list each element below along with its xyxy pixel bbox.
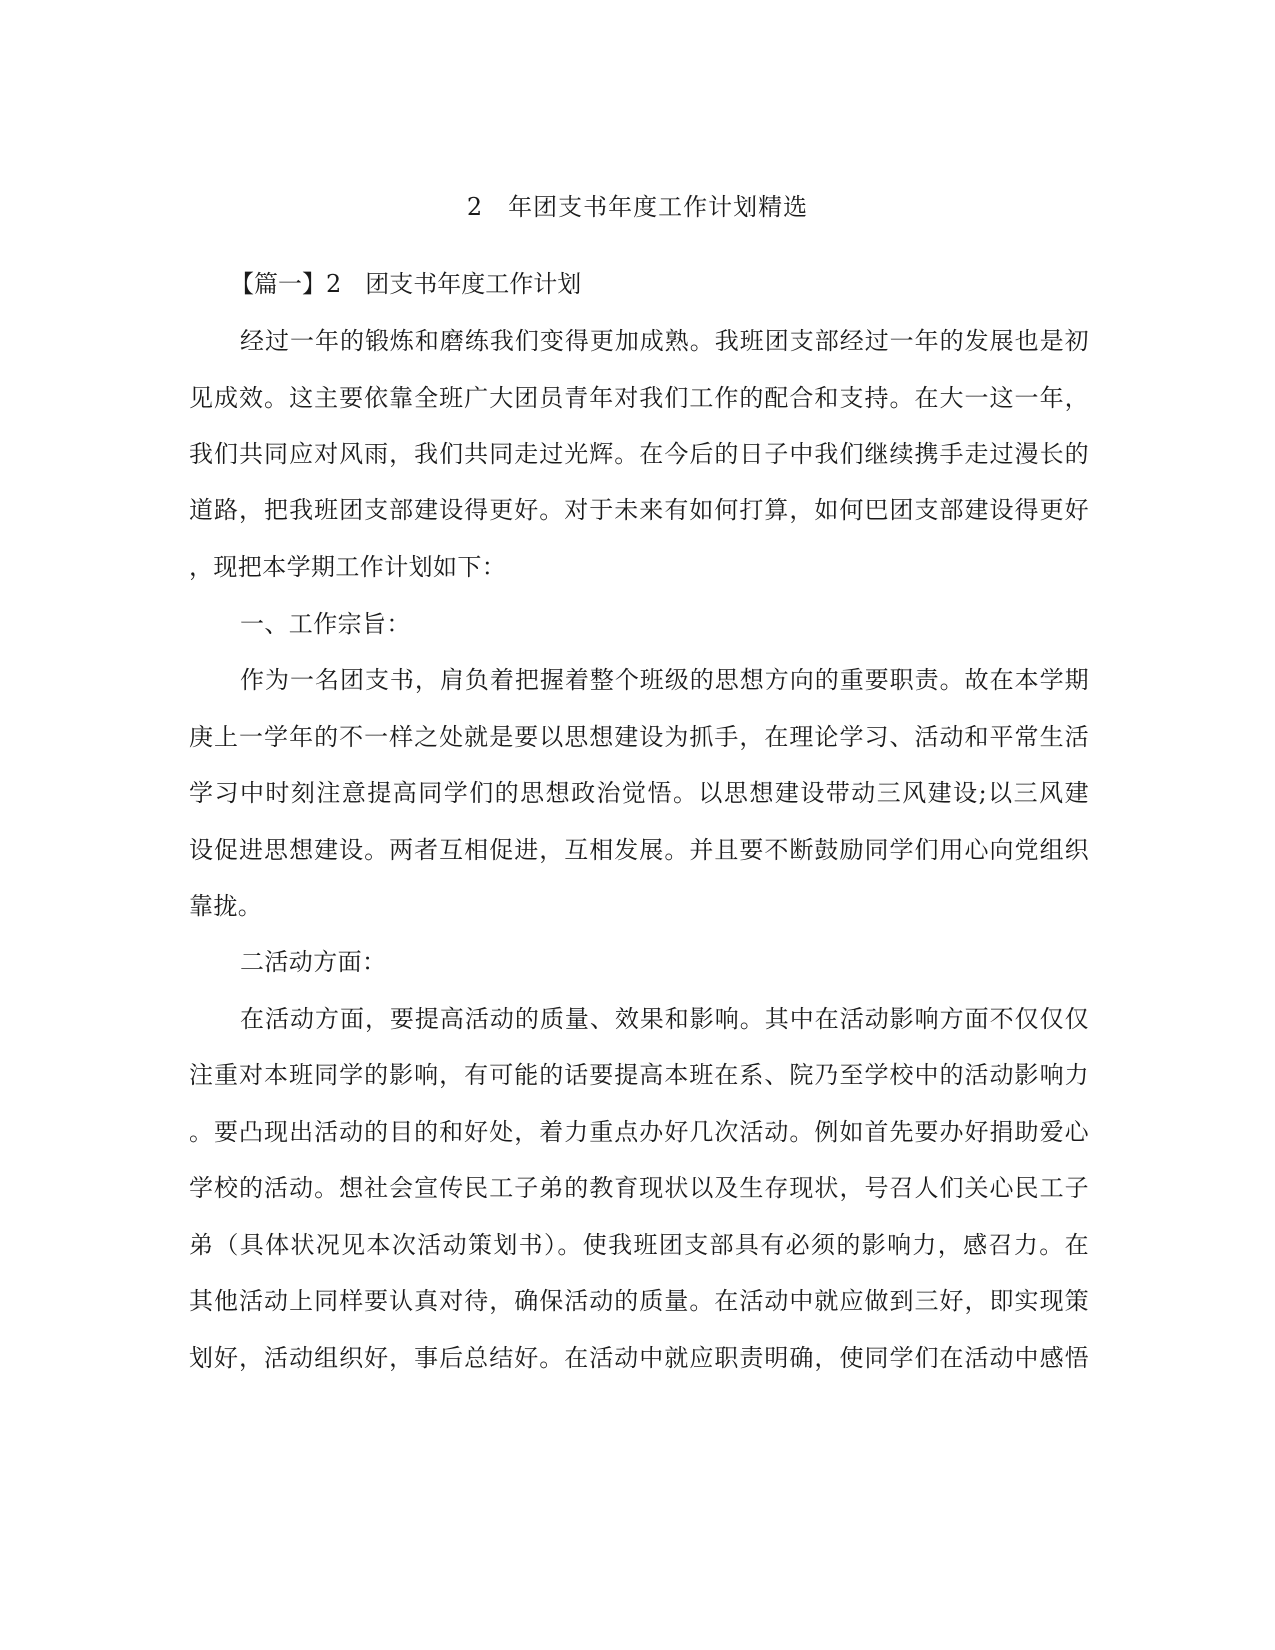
paragraph-line: 在活动方面，要提高活动的质量、效果和影响。其中在活动影响方面不仅仅仅 [240,1005,1089,1033]
paragraph-line: 经过一年的锻炼和磨练我们变得更加成熟。我班团支部经过一年的发展也是初 [240,327,1089,355]
paragraph-line: 学校的活动。想社会宣传民工子弟的教育现状以及生存现状，号召人们关心民工子 [189,1174,1089,1202]
section-heading: 【篇一】2 团支书年度工作计划 [230,270,582,298]
paragraph-line: 靠拢。 [189,892,263,920]
paragraph-line: 学习中时刻注意提高同学们的思想政治觉悟。以思想建设带动三风建设;以三风建 [189,779,1089,807]
paragraph-line: 见成效。这主要依靠全班广大团员青年对我们工作的配合和支持。在大一这一年， [189,384,1089,412]
subheading: 一、工作宗旨： [240,610,411,638]
paragraph-line: 庚上一学年的不一样之处就是要以思想建设为抓手，在理论学习、活动和平常生活 [189,723,1089,751]
paragraph-line: 我们共同应对风雨，我们共同走过光辉。在今后的日子中我们继续携手走过漫长的 [189,440,1089,468]
subheading: 二活动方面： [240,948,387,976]
paragraph-line: 设促进思想建设。两者互相促进，互相发展。并且要不断鼓励同学们用心向党组织 [189,836,1089,864]
paragraph-line: 其他活动上同样要认真对待，确保活动的质量。在活动中就应做到三好，即实现策 [189,1287,1089,1315]
paragraph-line: 道路，把我班团支部建设得更好。对于未来有如何打算，如何巴团支部建设得更好 [189,496,1089,524]
paragraph-line: 划好，活动组织好，事后总结好。在活动中就应职责明确，使同学们在活动中感悟 [189,1344,1089,1372]
paragraph-line: 弟（具体状况见本次活动策划书）。使我班团支部具有必须的影响力，感召力。在 [189,1231,1089,1259]
paragraph-line: 注重对本班同学的影响，有可能的话要提高本班在系、院乃至学校中的活动影响力 [189,1061,1089,1089]
paragraph-line: 。要凸现出活动的目的和好处，着力重点办好几次活动。例如首先要办好捐助爱心 [189,1118,1089,1146]
document-title: 2 年团支书年度工作计划精选 [466,193,809,221]
paragraph-line: ，现把本学期工作计划如下： [189,553,507,581]
paragraph-line: 作为一名团支书，肩负着把握着整个班级的思想方向的重要职责。故在本学期 [240,666,1089,694]
